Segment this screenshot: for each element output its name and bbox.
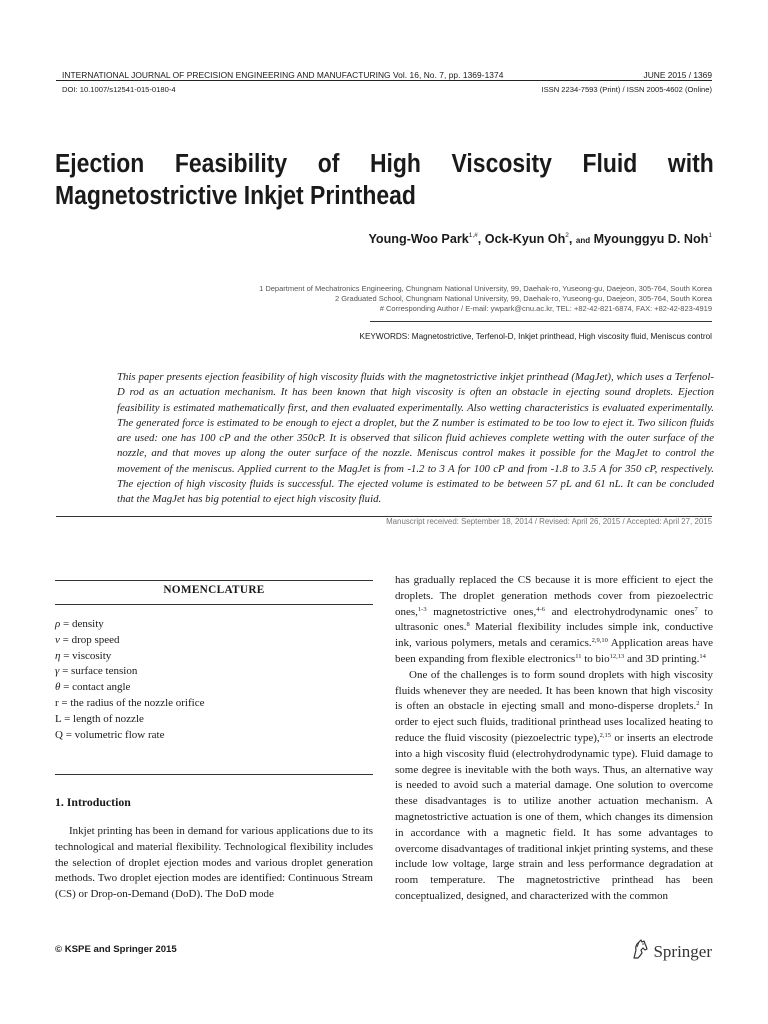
text-run: magnetostrictive ones, [426,605,537,618]
nomenclature-symbol: ρ [55,618,61,630]
author-affiliation-mark: 1,# [468,232,478,239]
nomenclature-definition: = length of nozzle [61,712,144,725]
paragraph: Inkjet printing has been in demand for various applications due to its technological and material flexibility. Technological flexibility includes the selection of droplet ejection modes and various droplet generation methods. Two droplet ejection modes are identified: Continuous Stream (CS) or Drop-on-Demand (DoD). The DoD mode [55,825,373,901]
text-run: to bio [581,652,610,665]
author-affiliation-mark: 1 [708,232,712,239]
corresponding-author[interactable]: # Corresponding Author / E-mail: ywpark@cnu.ac.kr, TEL: +82-42-821-6874, FAX: +82-42-823-4919 [379,304,712,313]
publisher-logo [630,938,712,965]
affiliation: 1 Department of Mechatronics Engineering, Chungnam National University, 99, Daehak-ro, Yuseong-gu, Daejeon, 305-764, South Korea [259,284,712,293]
paragraph [395,573,713,668]
right-column-text [395,573,713,905]
affiliation: 2 Graduated School, Chungnam National University, 99, Daehak-ro, Yuseong-gu, Daejeon, 305-764, South Korea [334,294,712,303]
nomenclature-bottom-rule [55,774,373,775]
citation-ref[interactable]: 14 [699,652,706,660]
author-name: Young-Woo Park [368,232,469,246]
nomenclature-item [55,728,373,744]
citation-ref[interactable]: 7 [694,605,698,613]
text-run: has gradually replaced the CS because it is more efficient to eject the droplets. The droplet generation methods cover from piezoelectric ones, [395,574,713,618]
author-affiliation-mark: 2 [565,232,569,239]
keywords: KEYWORDS: Magnetostrictive, Terfenol-D, Inkjet printhead, High viscosity fluid, Meniscus control [359,332,712,341]
nomenclature-item [55,649,373,665]
nomenclature-definition: = contact angle [60,681,131,694]
issn: ISSN 2234-7593 (Print) / ISSN 2005-4602 (Online) [541,85,712,94]
nomenclature-title: NOMENCLATURE [163,584,265,596]
journal-header: INTERNATIONAL JOURNAL OF PRECISION ENGINEERING AND MANUFACTURING Vol. 16, No. 7, pp. 1369-1374 [62,70,504,80]
author-list: Young-Woo Park$^{1,\#}$, Ock-Kyun Oh$^2$, and Myounggyu D. Noh$^1$ [368,232,712,246]
abstract: This paper presents ejection feasibility of high viscosity fluids with the magnetostrictive inkjet printhead (MagJet), which uses a Terfenol-D rod as an actuation mechanism. It has been known that high viscosity is often an obstacle in ejecting sound droplets. Ejection feasibility is estimated mathematically first, and then evaluated experimentally. Also wetting characteristics is evaluated experimentally. The generated force is estimated to be enough to eject a droplet, but the Z number is estimated to be too low to eject it. Two silicon fluids are used: one has 100 cP and the other 350cP. It is observed that silicon fluid achieves complete wetting with the outer surface of the nozzle, and that moves up along the outer surface of the nozzle. Meniscus control makes it possible for the MagJet to control the movement of the meniscus. Applied current to the MagJet is from -1.2 to 3 A for 100 cP and from -1.8 to 3.5 A for 350 cP, respectively. The ejection of high viscosity fluids is successful. The ejected volume is estimated to be between 57 pL and 61 nL. It can be concluded that the MagJet has big potential to eject high viscosity fluid. [117,371,714,506]
nomenclature-list [55,617,373,743]
issue-date-page: JUNE 2015 / 1369 [643,70,712,80]
text-run: and electrohydrodynamic ones [544,605,695,618]
text-run: Material flexibility includes simple ink, conductive ink, various polymers, metals and ceramics. [395,621,713,650]
nomenclature-rule [55,604,373,605]
publisher-name: Springer [653,941,712,961]
left-column-text [55,824,373,903]
nomenclature-symbol: L [55,712,62,725]
title-line-1: Ejection Feasibility of High Viscosity Fluid with [55,150,714,178]
citation-ref[interactable]: 4-6 [536,605,545,613]
nomenclature-symbol: ν [55,633,60,646]
nomenclature-definition: = the radius of the nozzle orifice [58,696,205,709]
author-name: Ock-Kyun Oh [484,232,566,246]
citation-ref[interactable]: 2,9,10 [591,637,608,645]
nomenclature-top-rule [55,580,373,581]
header-rule [56,80,712,81]
nomenclature-symbol: γ [55,665,60,678]
nomenclature-item [55,633,373,649]
citation-ref[interactable]: 8 [466,621,470,629]
nomenclature-symbol: θ [55,681,61,694]
citation-ref[interactable]: 2,15 [599,731,611,739]
nomenclature-item [55,696,373,712]
doi[interactable]: DOI: 10.1007/s12541-015-0180-4 [62,85,176,94]
manuscript-dates: Manuscript received: September 18, 2014 / Revised: April 26, 2015 / Accepted: April 27, 2015 [386,517,712,526]
springer-horse-icon [630,938,650,965]
citation-ref[interactable]: 1-3 [417,605,427,613]
text-run: to ultrasonic ones. [395,605,713,634]
author-conjunction: and [575,236,591,245]
citation-ref[interactable]: 11 [575,652,582,660]
nomenclature-definition: = volumetric flow rate [62,728,165,741]
citation-ref[interactable]: 12,13 [609,652,625,660]
nomenclature-symbol: η [55,649,61,662]
text-run: or inserts an electrode into a high viscosity fluid (electrohydrodynamic type). Fluid damage to some degree is inevitable with the both ways. Thus, an alternative way is needed to avoid such a material damage. One solution to overcome these disadvantages is to utilize another actuation mechanism. A magnetostrictive actuation is one of them, which changes its dimension in accordance with a magnetic field. It has some advantages to overcome disadvantages of traditional inkjet printing systems, and these include low voltage, large strain and less performance degradation at room temperature. The magnetostrictive printhead has been conceptualized, designed, and characterized with the common [395,731,713,902]
nomenclature-item [55,712,373,728]
paper-title [55,148,714,212]
nomenclature-definition: = viscosity [60,649,112,662]
nomenclature-definition: = drop speed [59,633,120,646]
nomenclature-symbol: Q [55,728,63,741]
title-line-2: Magnetostrictive Inkjet Printhead [55,182,416,210]
nomenclature-item [55,680,373,696]
copyright: © KSPE and Springer 2015 [55,944,177,955]
text-run: and 3D printing. [624,652,700,665]
citation-ref[interactable]: 2 [696,700,700,708]
paragraph [395,668,713,905]
author-name: Myounggyu D. Noh [593,232,709,246]
text-run: Application areas have been expanding from flexible electronics [395,637,713,665]
nomenclature-symbol: r [55,696,59,709]
nomenclature-item [55,664,373,680]
nomenclature-definition: = density [60,618,104,630]
nomenclature-item [55,617,373,633]
keywords-rule [370,321,712,322]
text-run: One of the challenges is to form sound droplets with high viscosity fluids whenever they are needed. It has been known that high viscosity is often an obstacle in ejecting small and mono-disperse droplets. [395,668,713,713]
section-heading-introduction: 1. Introduction [55,795,131,809]
text-run: In order to eject such fluids, traditional printhead uses localized heating to reduce the fluid viscosity (piezoelectric type), [395,700,713,744]
nomenclature-definition: = surface tension [59,665,138,678]
